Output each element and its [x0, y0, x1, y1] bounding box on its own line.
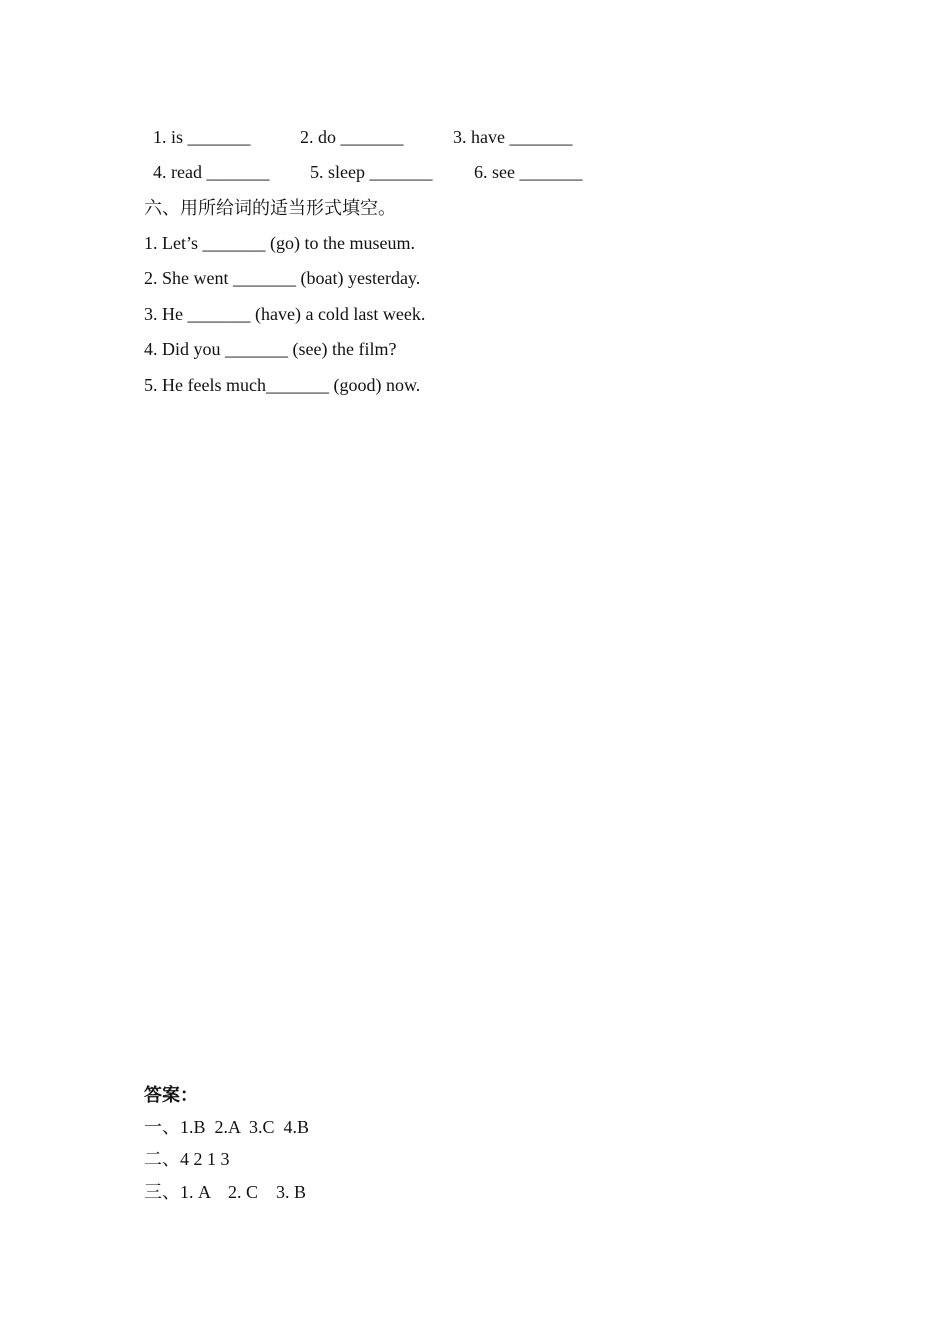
answers-heading: 答案： [144, 1085, 198, 1105]
exercise-item: 2. She went _______ (boat) yesterday. [144, 268, 421, 288]
exercise-item: 4. Did you _______ (see) the film? [144, 339, 397, 359]
answer-line: 二、4 2 1 3 [144, 1149, 230, 1169]
exercise-item: 3. He _______ (have) a cold last week. [144, 304, 426, 324]
answer-line: 一、1.B 2.A 3.C 4.B [144, 1117, 310, 1137]
word-item: 2. do _______ [300, 127, 404, 147]
section6-heading: 六、用所给词的适当形式填空。 [144, 198, 396, 218]
word-item: 5. sleep _______ [310, 162, 433, 182]
exercise-item: 1. Let’s _______ (go) to the museum. [144, 233, 415, 253]
word-item: 4. read _______ [153, 162, 270, 182]
word-item: 6. see _______ [474, 162, 583, 182]
answer-line: 三、1. A 2. C 3. B [144, 1182, 307, 1202]
word-item: 3. have _______ [453, 127, 573, 147]
word-item: 1. is _______ [153, 127, 251, 147]
exercise-item: 5. He feels much_______ (good) now. [144, 375, 421, 395]
